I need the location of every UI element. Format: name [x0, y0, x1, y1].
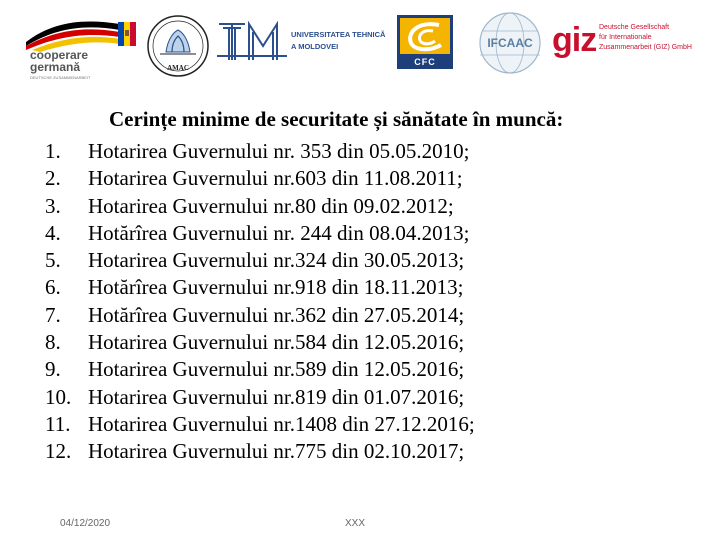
item-number: 3. — [45, 193, 61, 218]
list-item — [45, 138, 475, 165]
list-item — [45, 411, 475, 438]
item-number: 4. — [45, 220, 61, 245]
list-item — [45, 165, 475, 192]
giz-logo — [552, 16, 717, 66]
item-text: Hotarirea Guvernului nr.819 din 01.07.2016; — [88, 384, 465, 409]
item-number: 7. — [45, 302, 61, 327]
item-text: Hotarirea Guvernului nr. 353 din 05.05.2010; — [88, 139, 470, 163]
government-decisions-list — [45, 138, 475, 466]
giz-name-line1: Deutsche Gesellschaft — [599, 24, 670, 31]
item-text: Hotarirea Guvernului nr.603 din 11.08.2011; — [88, 166, 463, 191]
giz-wordmark: giz — [552, 21, 597, 59]
amac-logo — [146, 14, 210, 78]
cooperare-text: cooperare — [30, 48, 89, 62]
item-number: 8. — [45, 330, 61, 355]
ifcaac-label: IFCAAC — [487, 36, 533, 50]
item-text: Hotarirea Guvernului nr.80 din 09.02.2012; — [88, 193, 454, 218]
utm-monogram-icon — [215, 16, 291, 66]
utm-logo — [215, 16, 390, 72]
list-item — [45, 193, 475, 220]
item-text: Hotărîrea Guvernului nr. 244 din 08.04.2013; — [88, 220, 470, 245]
list-item — [45, 384, 475, 411]
utm-name-line2: A MOLDOVEI — [291, 42, 339, 51]
item-number: 10. — [45, 384, 72, 409]
item-number: 6. — [45, 275, 61, 300]
amac-label: AMAC — [167, 64, 189, 72]
list-item — [45, 274, 475, 301]
cfc-logo — [397, 15, 453, 69]
giz-name-line3: Zusammenarbeit (GIZ) GmbH — [599, 44, 692, 51]
list-item — [45, 329, 475, 356]
cfc-label: CFC — [414, 57, 436, 67]
footer-date: 04/12/2020 — [60, 518, 111, 529]
item-text: Hotarirea Guvernului nr.584 din 12.05.2016; — [88, 330, 465, 355]
item-number: 11. — [45, 411, 71, 436]
ifcaac-logo — [470, 11, 550, 75]
item-text: Hotărîrea Guvernului nr.362 din 27.05.2014; — [88, 302, 465, 327]
cooperare-subtext: DEUTSCHE ZUSAMMENARBEIT — [30, 75, 91, 80]
giz-name-line2: für Internationale — [599, 34, 652, 41]
item-number: 2. — [45, 166, 61, 191]
item-text: Hotărîrea Guvernului nr.918 din 18.11.2013; — [88, 275, 464, 300]
item-number: 1. — [45, 139, 61, 163]
cooperare-germana-logo — [22, 12, 137, 82]
germana-text: germană — [30, 60, 81, 74]
footer-text: XXX — [345, 518, 366, 529]
item-number: 9. — [45, 357, 61, 382]
list-item — [45, 438, 475, 465]
slide-title: Cerințe minime de securitate și sănătate în muncă: — [109, 107, 564, 131]
list-item — [45, 220, 475, 247]
logo-bar — [0, 0, 720, 90]
item-number: 5. — [45, 248, 61, 273]
item-text: Hotarirea Guvernului nr.324 din 30.05.2013; — [88, 248, 465, 273]
item-number: 12. — [45, 439, 72, 464]
item-text: Hotarirea Guvernului nr.775 din 02.10.2017; — [88, 439, 465, 464]
flag-swoosh-icon — [22, 12, 137, 52]
list-item — [45, 302, 475, 329]
list-item — [45, 247, 475, 274]
item-text: Hotarirea Guvernului nr.1408 din 27.12.2016; — [88, 411, 475, 436]
list-item — [45, 356, 475, 383]
item-text: Hotarirea Guvernului nr.589 din 12.05.2016; — [88, 357, 465, 382]
utm-name-line1: UNIVERSITATEA TEHNICĂ — [291, 30, 386, 39]
